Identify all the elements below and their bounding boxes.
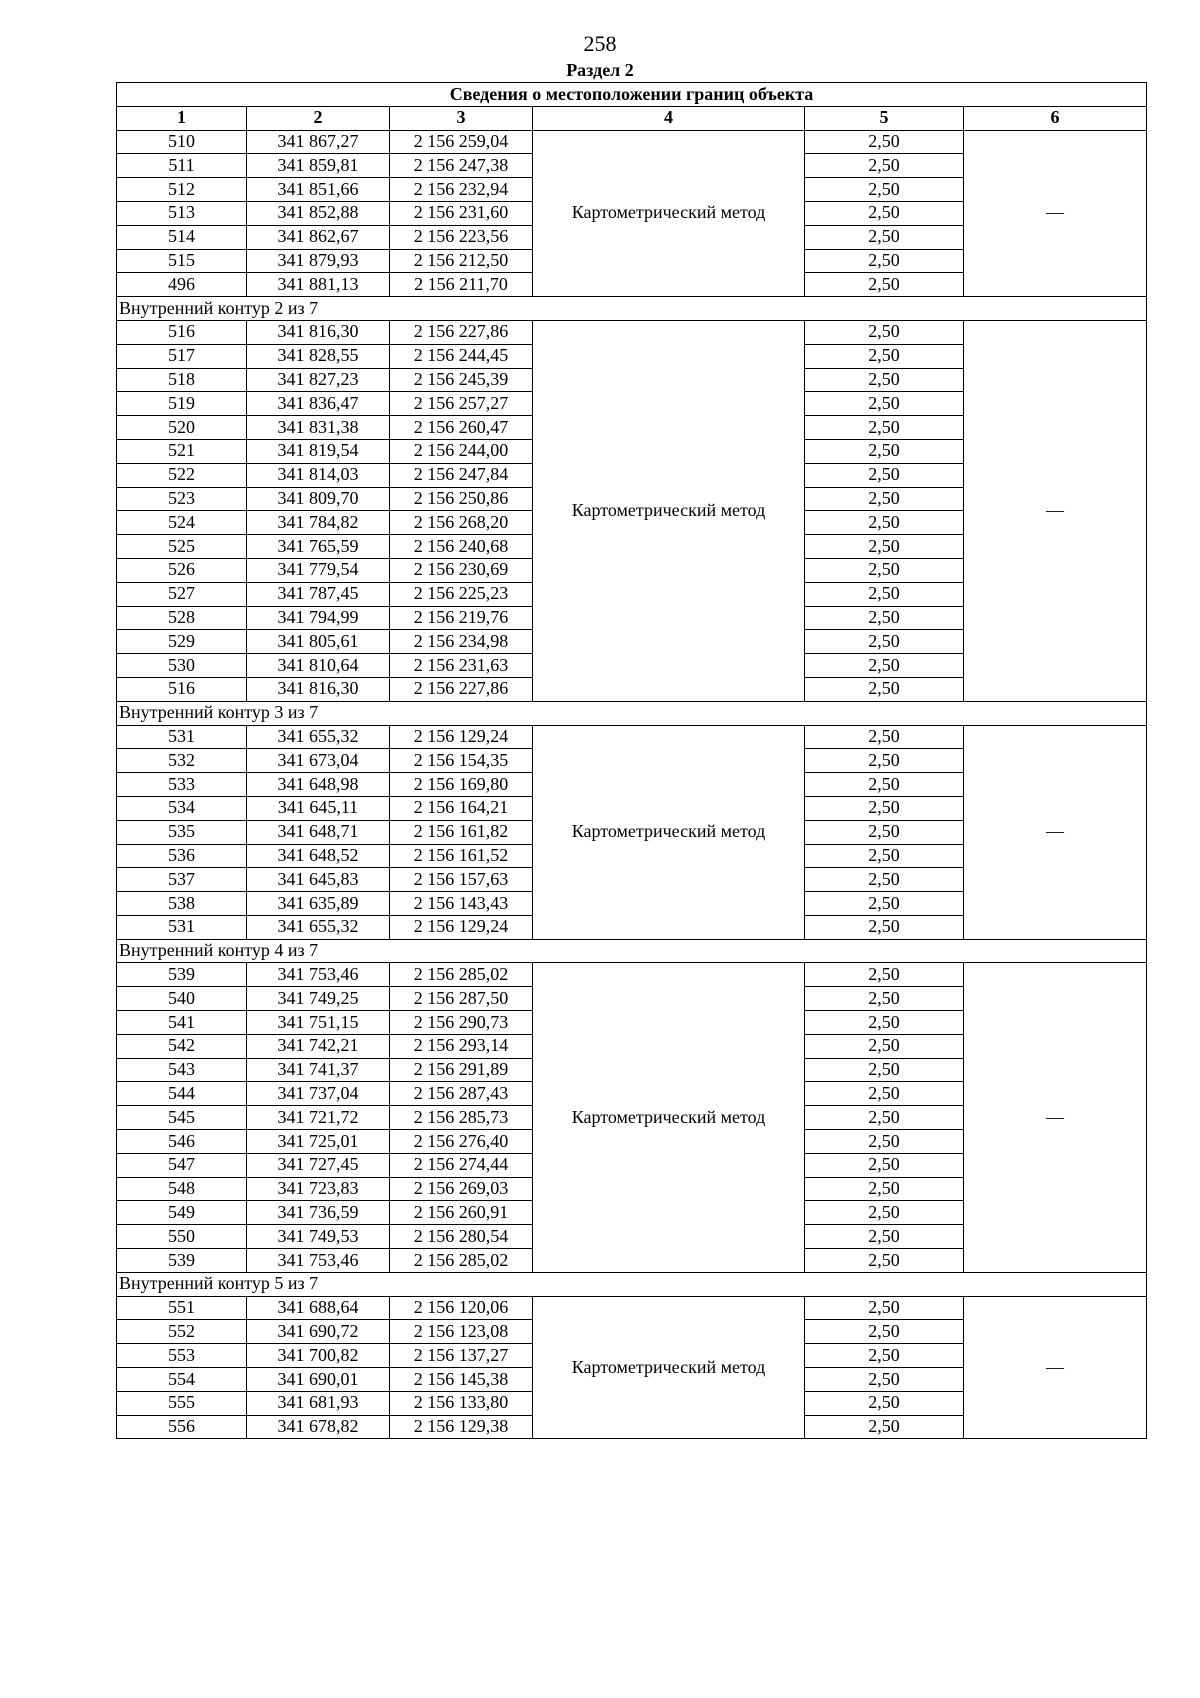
x-coordinate-cell: 341 727,45	[247, 1153, 390, 1177]
point-number-cell: 539	[117, 1249, 247, 1273]
y-coordinate-cell: 2 156 223,56	[390, 225, 533, 249]
contour-label: Внутренний контур 5 из 7	[117, 1272, 1147, 1296]
point-number-cell: 520	[117, 416, 247, 440]
table-row	[117, 130, 1147, 154]
precision-cell: 2,50	[805, 963, 964, 987]
y-coordinate-cell: 2 156 164,21	[390, 796, 533, 820]
x-coordinate-cell: 341 819,54	[247, 439, 390, 463]
precision-cell: 2,50	[805, 1011, 964, 1035]
point-number-cell: 530	[117, 654, 247, 678]
y-coordinate-cell: 2 156 129,38	[390, 1415, 533, 1439]
x-coordinate-cell: 341 655,32	[247, 725, 390, 749]
y-coordinate-cell: 2 156 259,04	[390, 130, 533, 154]
precision-cell: 2,50	[805, 892, 964, 916]
point-number-cell: 531	[117, 915, 247, 939]
y-coordinate-cell: 2 156 169,80	[390, 773, 533, 797]
table-row	[117, 725, 1147, 749]
y-coordinate-cell: 2 156 245,39	[390, 368, 533, 392]
column-header-6: 6	[964, 106, 1147, 130]
precision-cell: 2,50	[805, 1201, 964, 1225]
precision-cell: 2,50	[805, 820, 964, 844]
x-coordinate-cell: 341 741,37	[247, 1058, 390, 1082]
point-number-cell: 516	[117, 677, 247, 701]
point-number-cell: 554	[117, 1368, 247, 1392]
x-coordinate-cell: 341 779,54	[247, 558, 390, 582]
table-row	[117, 963, 1147, 987]
point-number-cell: 514	[117, 225, 247, 249]
precision-cell: 2,50	[805, 677, 964, 701]
point-number-cell: 549	[117, 1201, 247, 1225]
y-coordinate-cell: 2 156 285,02	[390, 1249, 533, 1273]
x-coordinate-cell: 341 723,83	[247, 1177, 390, 1201]
point-number-cell: 550	[117, 1225, 247, 1249]
x-coordinate-cell: 341 736,59	[247, 1201, 390, 1225]
precision-cell: 2,50	[805, 987, 964, 1011]
note-cell: —	[964, 130, 1147, 297]
table-title: Сведения о местоположении границ объекта	[117, 83, 1147, 107]
x-coordinate-cell: 341 749,25	[247, 987, 390, 1011]
point-number-cell: 511	[117, 154, 247, 178]
precision-cell: 2,50	[805, 868, 964, 892]
y-coordinate-cell: 2 156 247,38	[390, 154, 533, 178]
y-coordinate-cell: 2 156 287,50	[390, 987, 533, 1011]
y-coordinate-cell: 2 156 219,76	[390, 606, 533, 630]
y-coordinate-cell: 2 156 161,52	[390, 844, 533, 868]
y-coordinate-cell: 2 156 129,24	[390, 915, 533, 939]
point-number-cell: 525	[117, 535, 247, 559]
method-cell: Картометрический метод	[533, 963, 805, 1272]
precision-cell: 2,50	[805, 392, 964, 416]
page-number: 258	[583, 31, 617, 56]
point-number-cell: 548	[117, 1177, 247, 1201]
point-number-cell: 523	[117, 487, 247, 511]
x-coordinate-cell: 341 827,23	[247, 368, 390, 392]
contour-label: Внутренний контур 4 из 7	[117, 939, 1147, 963]
y-coordinate-cell: 2 156 212,50	[390, 249, 533, 273]
x-coordinate-cell: 341 765,59	[247, 535, 390, 559]
precision-cell: 2,50	[805, 558, 964, 582]
precision-cell: 2,50	[805, 535, 964, 559]
x-coordinate-cell: 341 805,61	[247, 630, 390, 654]
column-header-2: 2	[247, 106, 390, 130]
precision-cell: 2,50	[805, 606, 964, 630]
x-coordinate-cell: 341 655,32	[247, 915, 390, 939]
x-coordinate-cell: 341 816,30	[247, 320, 390, 344]
contour-label: Внутренний контур 2 из 7	[117, 297, 1147, 321]
y-coordinate-cell: 2 156 143,43	[390, 892, 533, 916]
x-coordinate-cell: 341 635,89	[247, 892, 390, 916]
point-number-cell: 513	[117, 201, 247, 225]
point-number-cell: 510	[117, 130, 247, 154]
y-coordinate-cell: 2 156 247,84	[390, 463, 533, 487]
x-coordinate-cell: 341 749,53	[247, 1225, 390, 1249]
precision-cell: 2,50	[805, 1344, 964, 1368]
method-cell: Картометрический метод	[533, 320, 805, 701]
precision-cell: 2,50	[805, 773, 964, 797]
precision-cell: 2,50	[805, 344, 964, 368]
precision-cell: 2,50	[805, 654, 964, 678]
x-coordinate-cell: 341 681,93	[247, 1391, 390, 1415]
point-number-cell: 544	[117, 1082, 247, 1106]
y-coordinate-cell: 2 156 234,98	[390, 630, 533, 654]
x-coordinate-cell: 341 690,01	[247, 1368, 390, 1392]
point-number-cell: 512	[117, 178, 247, 202]
precision-cell: 2,50	[805, 1153, 964, 1177]
y-coordinate-cell: 2 156 244,00	[390, 439, 533, 463]
y-coordinate-cell: 2 156 232,94	[390, 178, 533, 202]
precision-cell: 2,50	[805, 487, 964, 511]
x-coordinate-cell: 341 810,64	[247, 654, 390, 678]
precision-cell: 2,50	[805, 416, 964, 440]
column-header-5: 5	[805, 106, 964, 130]
method-cell: Картометрический метод	[533, 1296, 805, 1439]
x-coordinate-cell: 341 725,01	[247, 1130, 390, 1154]
y-coordinate-cell: 2 156 293,14	[390, 1034, 533, 1058]
x-coordinate-cell: 341 787,45	[247, 582, 390, 606]
contour-label-row	[117, 1272, 1147, 1296]
point-number-cell: 539	[117, 963, 247, 987]
precision-cell: 2,50	[805, 1130, 964, 1154]
method-cell: Картометрический метод	[533, 725, 805, 939]
precision-cell: 2,50	[805, 368, 964, 392]
y-coordinate-cell: 2 156 231,60	[390, 201, 533, 225]
precision-cell: 2,50	[805, 320, 964, 344]
point-number-cell: 542	[117, 1034, 247, 1058]
precision-cell: 2,50	[805, 154, 964, 178]
precision-cell: 2,50	[805, 511, 964, 535]
precision-cell: 2,50	[805, 273, 964, 297]
point-number-cell: 543	[117, 1058, 247, 1082]
precision-cell: 2,50	[805, 1034, 964, 1058]
precision-cell: 2,50	[805, 1368, 964, 1392]
precision-cell: 2,50	[805, 844, 964, 868]
y-coordinate-cell: 2 156 280,54	[390, 1225, 533, 1249]
precision-cell: 2,50	[805, 130, 964, 154]
precision-cell: 2,50	[805, 201, 964, 225]
x-coordinate-cell: 341 648,71	[247, 820, 390, 844]
contour-label-row	[117, 701, 1147, 725]
note-cell: —	[964, 320, 1147, 701]
precision-cell: 2,50	[805, 178, 964, 202]
contour-label: Внутренний контур 3 из 7	[117, 701, 1147, 725]
x-coordinate-cell: 341 831,38	[247, 416, 390, 440]
note-cell: —	[964, 725, 1147, 939]
x-coordinate-cell: 341 859,81	[247, 154, 390, 178]
point-number-cell: 527	[117, 582, 247, 606]
point-number-cell: 553	[117, 1344, 247, 1368]
table-row	[117, 1296, 1147, 1320]
x-coordinate-cell: 341 648,52	[247, 844, 390, 868]
method-cell: Картометрический метод	[533, 130, 805, 297]
point-number-cell: 516	[117, 320, 247, 344]
point-number-cell: 551	[117, 1296, 247, 1320]
y-coordinate-cell: 2 156 268,20	[390, 511, 533, 535]
x-coordinate-cell: 341 645,11	[247, 796, 390, 820]
x-coordinate-cell: 341 721,72	[247, 1106, 390, 1130]
y-coordinate-cell: 2 156 227,86	[390, 320, 533, 344]
x-coordinate-cell: 341 648,98	[247, 773, 390, 797]
x-coordinate-cell: 341 678,82	[247, 1415, 390, 1439]
y-coordinate-cell: 2 156 225,23	[390, 582, 533, 606]
y-coordinate-cell: 2 156 230,69	[390, 558, 533, 582]
precision-cell: 2,50	[805, 1320, 964, 1344]
y-coordinate-cell: 2 156 250,86	[390, 487, 533, 511]
y-coordinate-cell: 2 156 269,03	[390, 1177, 533, 1201]
precision-cell: 2,50	[805, 1415, 964, 1439]
x-coordinate-cell: 341 742,21	[247, 1034, 390, 1058]
x-coordinate-cell: 341 690,72	[247, 1320, 390, 1344]
point-number-cell: 535	[117, 820, 247, 844]
y-coordinate-cell: 2 156 161,82	[390, 820, 533, 844]
y-coordinate-cell: 2 156 287,43	[390, 1082, 533, 1106]
x-coordinate-cell: 341 836,47	[247, 392, 390, 416]
boundary-coordinates-table	[116, 82, 1147, 1439]
y-coordinate-cell: 2 156 244,45	[390, 344, 533, 368]
x-coordinate-cell: 341 751,15	[247, 1011, 390, 1035]
precision-cell: 2,50	[805, 225, 964, 249]
x-coordinate-cell: 341 753,46	[247, 963, 390, 987]
point-number-cell: 517	[117, 344, 247, 368]
precision-cell: 2,50	[805, 1249, 964, 1273]
y-coordinate-cell: 2 156 129,24	[390, 725, 533, 749]
y-coordinate-cell: 2 156 211,70	[390, 273, 533, 297]
x-coordinate-cell: 341 881,13	[247, 273, 390, 297]
point-number-cell: 522	[117, 463, 247, 487]
x-coordinate-cell: 341 645,83	[247, 868, 390, 892]
y-coordinate-cell: 2 156 123,08	[390, 1320, 533, 1344]
point-number-cell: 547	[117, 1153, 247, 1177]
y-coordinate-cell: 2 156 291,89	[390, 1058, 533, 1082]
section-title: Раздел 2	[566, 60, 634, 80]
y-coordinate-cell: 2 156 227,86	[390, 677, 533, 701]
x-coordinate-cell: 341 816,30	[247, 677, 390, 701]
point-number-cell: 531	[117, 725, 247, 749]
point-number-cell: 532	[117, 749, 247, 773]
y-coordinate-cell: 2 156 240,68	[390, 535, 533, 559]
x-coordinate-cell: 341 688,64	[247, 1296, 390, 1320]
y-coordinate-cell: 2 156 133,80	[390, 1391, 533, 1415]
point-number-cell: 541	[117, 1011, 247, 1035]
precision-cell: 2,50	[805, 630, 964, 654]
note-cell: —	[964, 1296, 1147, 1439]
y-coordinate-cell: 2 156 290,73	[390, 1011, 533, 1035]
y-coordinate-cell: 2 156 231,63	[390, 654, 533, 678]
y-coordinate-cell: 2 156 285,73	[390, 1106, 533, 1130]
point-number-cell: 545	[117, 1106, 247, 1130]
point-number-cell: 546	[117, 1130, 247, 1154]
y-coordinate-cell: 2 156 260,47	[390, 416, 533, 440]
y-coordinate-cell: 2 156 285,02	[390, 963, 533, 987]
y-coordinate-cell: 2 156 145,38	[390, 1368, 533, 1392]
point-number-cell: 540	[117, 987, 247, 1011]
precision-cell: 2,50	[805, 749, 964, 773]
x-coordinate-cell: 341 862,67	[247, 225, 390, 249]
point-number-cell: 496	[117, 273, 247, 297]
x-coordinate-cell: 341 673,04	[247, 749, 390, 773]
x-coordinate-cell: 341 828,55	[247, 344, 390, 368]
point-number-cell: 536	[117, 844, 247, 868]
point-number-cell: 515	[117, 249, 247, 273]
precision-cell: 2,50	[805, 1296, 964, 1320]
point-number-cell: 529	[117, 630, 247, 654]
precision-cell: 2,50	[805, 1177, 964, 1201]
precision-cell: 2,50	[805, 463, 964, 487]
precision-cell: 2,50	[805, 1225, 964, 1249]
precision-cell: 2,50	[805, 582, 964, 606]
x-coordinate-cell: 341 879,93	[247, 249, 390, 273]
x-coordinate-cell: 341 809,70	[247, 487, 390, 511]
precision-cell: 2,50	[805, 1391, 964, 1415]
note-cell: —	[964, 963, 1147, 1272]
y-coordinate-cell: 2 156 137,27	[390, 1344, 533, 1368]
x-coordinate-cell: 341 784,82	[247, 511, 390, 535]
x-coordinate-cell: 341 700,82	[247, 1344, 390, 1368]
point-number-cell: 526	[117, 558, 247, 582]
y-coordinate-cell: 2 156 274,44	[390, 1153, 533, 1177]
precision-cell: 2,50	[805, 796, 964, 820]
precision-cell: 2,50	[805, 1082, 964, 1106]
y-coordinate-cell: 2 156 276,40	[390, 1130, 533, 1154]
x-coordinate-cell: 341 753,46	[247, 1249, 390, 1273]
x-coordinate-cell: 341 867,27	[247, 130, 390, 154]
point-number-cell: 518	[117, 368, 247, 392]
precision-cell: 2,50	[805, 249, 964, 273]
y-coordinate-cell: 2 156 120,06	[390, 1296, 533, 1320]
contour-label-row	[117, 939, 1147, 963]
precision-cell: 2,50	[805, 1058, 964, 1082]
x-coordinate-cell: 341 737,04	[247, 1082, 390, 1106]
precision-cell: 2,50	[805, 915, 964, 939]
point-number-cell: 538	[117, 892, 247, 916]
table-body	[117, 130, 1147, 1439]
y-coordinate-cell: 2 156 157,63	[390, 868, 533, 892]
column-header-4: 4	[533, 106, 805, 130]
y-coordinate-cell: 2 156 154,35	[390, 749, 533, 773]
point-number-cell: 519	[117, 392, 247, 416]
point-number-cell: 533	[117, 773, 247, 797]
x-coordinate-cell: 341 852,88	[247, 201, 390, 225]
y-coordinate-cell: 2 156 257,27	[390, 392, 533, 416]
y-coordinate-cell: 2 156 260,91	[390, 1201, 533, 1225]
point-number-cell: 521	[117, 439, 247, 463]
precision-cell: 2,50	[805, 725, 964, 749]
point-number-cell: 555	[117, 1391, 247, 1415]
point-number-cell: 534	[117, 796, 247, 820]
column-header-1: 1	[117, 106, 247, 130]
precision-cell: 2,50	[805, 439, 964, 463]
point-number-cell: 524	[117, 511, 247, 535]
precision-cell: 2,50	[805, 1106, 964, 1130]
table-row	[117, 320, 1147, 344]
column-header-3: 3	[390, 106, 533, 130]
point-number-cell: 552	[117, 1320, 247, 1344]
contour-label-row	[117, 297, 1147, 321]
x-coordinate-cell: 341 851,66	[247, 178, 390, 202]
point-number-cell: 556	[117, 1415, 247, 1439]
point-number-cell: 528	[117, 606, 247, 630]
point-number-cell: 537	[117, 868, 247, 892]
x-coordinate-cell: 341 794,99	[247, 606, 390, 630]
x-coordinate-cell: 341 814,03	[247, 463, 390, 487]
